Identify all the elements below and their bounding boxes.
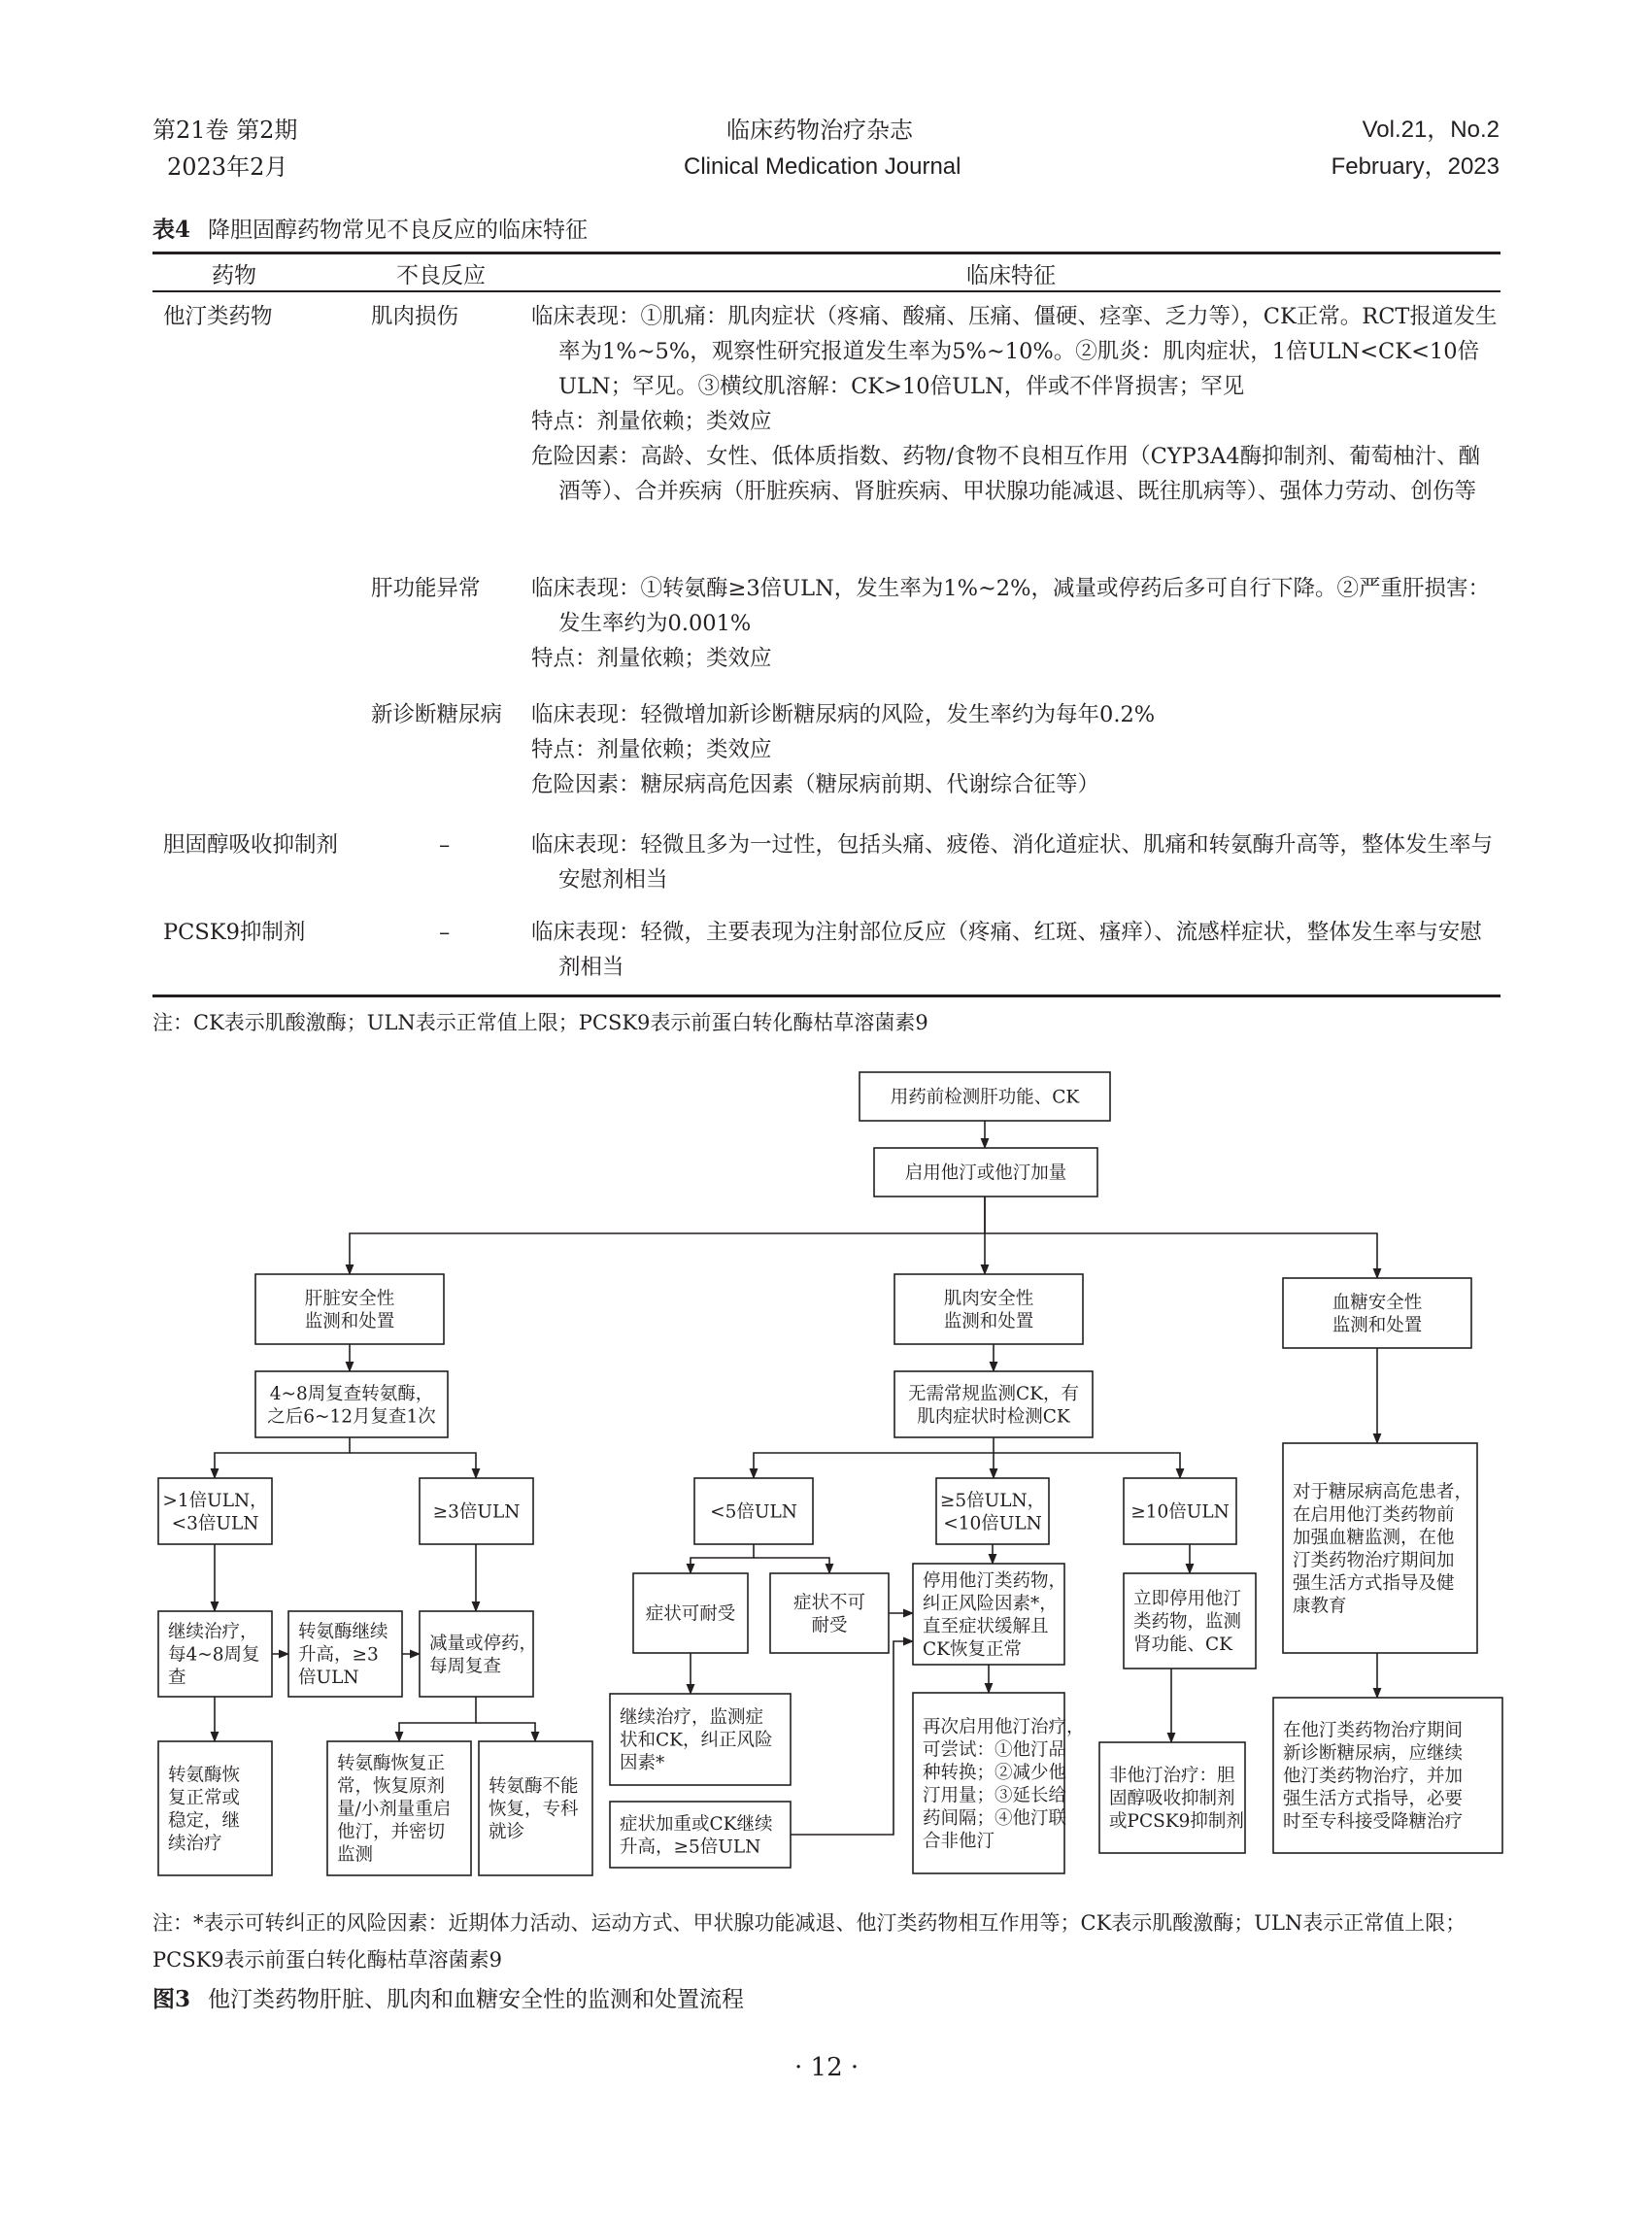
flow-box-non-statin <box>1099 1742 1245 1853</box>
flow-box-enzyme-recover <box>158 1741 272 1875</box>
flow-box-text: 肌肉症状时检测CK <box>917 1406 1070 1428</box>
flow-box-text: 强生活方式指导，必要 <box>1283 1789 1464 1810</box>
flow-box-text: 他汀，并密切 <box>337 1822 446 1843</box>
flow-arrow <box>994 1453 1180 1478</box>
flow-box-text: 在他汀类药物治疗期间 <box>1283 1720 1464 1741</box>
flow-arrow <box>985 1233 1377 1278</box>
feature-line: 危险因素：高龄、女性、低体质指数、药物/食物不良相互作用（CYP3A4酶抑制剂、葡萄柚汁、酗酒等）、合并疾病（肝脏疾病、肾脏疾病、甲状腺功能减退、既往肌病等）、强体力劳动、创伤等 <box>531 444 1481 504</box>
flow-box-text: 之后6~12月复查1次 <box>267 1406 436 1428</box>
table-cell-reaction: 肝功能异常 <box>371 576 481 601</box>
figure-note-line1: 注：*表示可转纠正的风险因素：近期体力活动、运动方式、甲状腺功能减退、他汀类药物相互作用等；CK表示肌酸激酶；ULN表示正常值上限； <box>152 1911 1467 1935</box>
flow-box-text: 合非他汀 <box>923 1831 995 1852</box>
feature-line: 临床表现：轻微，主要表现为注射部位反应（疼痛、红斑、瘙痒）、流感样症状，整体发生率与安慰剂相当 <box>531 920 1482 980</box>
flow-box-liver-recheck <box>255 1371 448 1437</box>
figure-label: 图3 <box>152 1986 191 2012</box>
flow-box-text: 转氨酶不能 <box>489 1776 579 1798</box>
flow-box-text: 监测和处置 <box>943 1311 1034 1332</box>
flow-box-recover-restart <box>327 1741 471 1875</box>
table-cell-reaction: 肌肉损伤 <box>371 304 459 329</box>
flow-box-text: 强生活方式指导及健 <box>1293 1572 1455 1594</box>
flow-box-text: 查 <box>168 1668 186 1689</box>
table-cell-drug: 胆固醇吸收抑制剂 <box>163 832 339 858</box>
flow-arrow <box>215 1437 350 1478</box>
flow-box-uln-1-3 <box>158 1478 272 1544</box>
journal-date-en: February，2023 <box>1331 153 1500 180</box>
flow-box-text: 4~8周复查转氨酶， <box>269 1383 434 1404</box>
flow-arrow <box>476 1723 535 1741</box>
flow-box-text: <10倍ULN <box>943 1513 1042 1534</box>
flow-box-text: 在启用他汀类药物前 <box>1293 1504 1455 1526</box>
feature-line: 危险因素：糖尿病高危因素（糖尿病前期、代谢综合征等） <box>531 772 1100 797</box>
flow-box-text: 可尝试：①他汀品 <box>923 1739 1067 1761</box>
feature-line: 临床表现：①肌痛：肌肉症状（疼痛、酸痛、压痛、僵硬、痉挛、乏力等），CK正常。RCT报道发生率为1%~5%，观察性研究报道发生率为5%~10%。②肌炎：肌肉症状，1倍ULN<CK<10倍ULN；罕见。③横纹肌溶解：CK>10倍ULN，伴或不伴肾损害；罕见 <box>531 304 1498 399</box>
flow-arrow <box>791 1641 913 1835</box>
flow-box-text: 汀类药物治疗期间加 <box>1293 1550 1455 1571</box>
flow-box-text: ≥10倍ULN <box>1130 1501 1230 1523</box>
flow-box-text: 新诊断糖尿病，应继续 <box>1283 1743 1464 1765</box>
flow-box-text: 或PCSK9抑制剂 <box>1109 1811 1244 1833</box>
table-cell-drug: PCSK9抑制剂 <box>163 920 306 945</box>
journal-title-en: Clinical Medication Journal <box>684 153 961 180</box>
table-cell-drug: 他汀类药物 <box>163 304 273 329</box>
flow-arrow <box>691 1544 754 1573</box>
flow-box-text: >1倍ULN， <box>162 1490 268 1511</box>
flow-box-text: 症状不可 <box>792 1592 866 1613</box>
flow-box-liver <box>255 1274 444 1344</box>
flow-box-text: 纠正风险因素*， <box>923 1593 1058 1614</box>
table-cell-reaction: – <box>439 920 451 945</box>
feature-line: 特点：剂量依赖；类效应 <box>531 409 772 434</box>
flow-box-stop-now <box>1124 1573 1256 1669</box>
flow-box-ck-ge10 <box>1124 1478 1236 1544</box>
flow-box-text: 症状可耐受 <box>645 1603 736 1625</box>
flow-box-uln-ge3 <box>420 1478 533 1544</box>
flow-box-text: 肝脏安全性 <box>304 1288 395 1309</box>
table-label: 表4 <box>152 217 191 243</box>
flow-box-text: 常，恢复原剂 <box>337 1776 446 1798</box>
flow-box-text: 每4~8周复 <box>168 1644 260 1666</box>
journal-volume-en: Vol.21，No.2 <box>1362 117 1500 143</box>
flow-box-text: 转氨酶恢 <box>168 1765 241 1786</box>
feature-line: 临床表现：轻微且多为一过性，包括头痛、疲倦、消化道症状、肌痛和转氨酶升高等，整体发生率与安慰剂相当 <box>531 832 1494 893</box>
flow-box-glucose <box>1283 1278 1471 1348</box>
flow-box-text: 监测和处置 <box>1332 1315 1423 1336</box>
figure-note-line2: PCSK9表示前蛋白转化酶枯草溶菌素9 <box>152 1948 502 1972</box>
flow-box-text: ≥3倍ULN <box>432 1501 521 1523</box>
flow-box-glucose-high-risk <box>1283 1443 1477 1653</box>
table-cell-reaction: – <box>439 832 451 858</box>
page-number: · 12 · <box>794 2053 860 2082</box>
flow-box-text: 对于糖尿病高危患者， <box>1293 1481 1473 1502</box>
flow-box-text: 种转换；②减少他 <box>923 1762 1067 1783</box>
figure-caption <box>152 1981 744 2013</box>
flow-arrow <box>754 1437 994 1478</box>
flow-box-text: 用药前检测肝功能、CK <box>890 1087 1080 1108</box>
flow-box-text: 类药物，监测 <box>1133 1611 1242 1633</box>
feature-line: 临床表现：①转氨酶≥3倍ULN，发生率为1%~2%，减量或停药后多可自行下降。②严重肝损害：发生率约为0.001% <box>531 576 1491 636</box>
feature-line: 特点：剂量依赖；类效应 <box>531 737 772 762</box>
flow-box-text: 血糖安全性 <box>1332 1292 1423 1313</box>
flow-arrow <box>350 1197 985 1274</box>
flow-box-text: 他汀类药物治疗，并加 <box>1283 1766 1464 1787</box>
column-header-drug: 药物 <box>212 263 256 288</box>
flow-box-text: 再次启用他汀治疗， <box>923 1716 1085 1737</box>
flow-box-text: 无需常规监测CK，有 <box>908 1383 1079 1404</box>
flow-box-text: 每周复查 <box>429 1656 502 1677</box>
flow-box-text: 固醇吸收抑制剂 <box>1109 1788 1235 1809</box>
flow-box-text: 状和CK，纠正风险 <box>620 1730 773 1751</box>
flow-box-text: 加强血糖监测，在他 <box>1293 1527 1455 1548</box>
flow-box-continue-monitor <box>610 1694 791 1785</box>
flow-box-text: 复正常或 <box>168 1787 241 1808</box>
flow-box-continue-4-8 <box>158 1611 272 1697</box>
flow-box-ck-5-10 <box>936 1478 1049 1544</box>
flow-box-enzyme-rise <box>288 1611 402 1697</box>
flow-box-text: 就诊 <box>489 1822 525 1843</box>
column-header-reaction: 不良反应 <box>396 263 486 288</box>
flow-box-text: 肾功能、CK <box>1133 1635 1232 1656</box>
flow-box-text: 立即停用他汀 <box>1133 1589 1242 1610</box>
flow-box-restart <box>913 1693 1085 1873</box>
flow-arrow <box>350 1453 476 1478</box>
flow-arrow <box>399 1697 476 1741</box>
flow-box-muscle-monitor <box>894 1371 1093 1437</box>
flow-box-text: CK恢复正常 <box>923 1638 1022 1660</box>
journal-date: 2023年2月 <box>167 153 288 181</box>
flow-box-text: 时至专科接受降糖治疗 <box>1283 1811 1464 1833</box>
flow-box-text: 直至症状缓解且 <box>923 1616 1049 1637</box>
flow-box-text: 量/小剂量重启 <box>337 1799 452 1820</box>
flow-box-text: 转氨酶继续 <box>298 1622 388 1643</box>
flow-box-text: 继续治疗， <box>168 1622 258 1643</box>
flow-box-text: ≥5倍ULN， <box>939 1490 1046 1511</box>
flow-box-text: 启用他汀或他汀加量 <box>904 1163 1067 1184</box>
flow-box-text: 汀用量；③延长给 <box>923 1785 1067 1806</box>
figure-caption-text: 他汀类药物肝脏、肌肉和血糖安全性的监测和处置流程 <box>208 1987 745 2012</box>
flow-box-tolerable <box>633 1573 748 1653</box>
flow-box-text: 稳定，继 <box>168 1810 241 1832</box>
flow-box-text: 减量或停药， <box>429 1633 538 1654</box>
flow-box-text: 升高，≥3 <box>298 1644 379 1666</box>
flow-box-begin <box>874 1148 1097 1197</box>
feature-line: 临床表现：轻微增加新诊断糖尿病的风险，发生率约为每年0.2% <box>531 702 1156 727</box>
flow-box-text: 停用他汀类药物， <box>923 1570 1067 1592</box>
flow-box-text: <5倍ULN <box>710 1501 797 1523</box>
flow-box-reduce-stop <box>420 1611 537 1697</box>
flow-box-text: 药间隔；④他汀联 <box>923 1807 1067 1829</box>
flow-box-text: 症状加重或CK继续 <box>620 1813 773 1835</box>
flow-box-text: 耐受 <box>811 1615 848 1636</box>
journal-volume: 第21卷 第2期 <box>152 117 298 144</box>
flow-box-text: 倍ULN <box>298 1668 359 1689</box>
flow-box-text: 监测和处置 <box>304 1311 395 1332</box>
flow-box-stop-statin <box>913 1564 1066 1665</box>
flow-box-text: 康教育 <box>1293 1596 1347 1617</box>
flow-box-symptom-worse <box>610 1802 791 1868</box>
flow-box-intolerable <box>770 1573 889 1653</box>
flow-box-text: 转氨酶恢复正 <box>337 1753 446 1774</box>
flow-box-text: <3倍ULN <box>171 1513 259 1534</box>
flow-box-text: 继续治疗，监测症 <box>620 1707 764 1729</box>
table-cell-reaction: 新诊断糖尿病 <box>371 702 503 727</box>
flow-box-text: 恢复，专科 <box>489 1799 579 1820</box>
flow-box-muscle <box>894 1274 1083 1344</box>
flow-box-new-diabetes <box>1273 1698 1502 1853</box>
flow-box-text: 升高，≥5倍ULN <box>620 1837 761 1858</box>
table-title-text: 降胆固醇药物常见不良反应的临床特征 <box>208 218 589 243</box>
flow-box-text: 监测 <box>337 1844 374 1866</box>
flow-box-text: 因素* <box>620 1753 665 1774</box>
flow-box-text: 非他汀治疗：胆 <box>1109 1766 1235 1787</box>
flow-box-start <box>860 1072 1110 1121</box>
flow-arrow <box>754 1558 829 1573</box>
flow-box-text: 肌肉安全性 <box>943 1288 1034 1309</box>
journal-title-cn: 临床药物治疗杂志 <box>726 117 913 144</box>
flow-box-ck-lt5 <box>694 1478 813 1544</box>
flow-box-not-recover <box>479 1741 592 1875</box>
column-header-features: 临床特征 <box>966 263 1056 288</box>
table-note: 注：CK表示肌酸激酶；ULN表示正常值上限；PCSK9表示前蛋白转化酶枯草溶菌素9 <box>152 1011 928 1034</box>
feature-line: 特点：剂量依赖；类效应 <box>531 646 772 671</box>
flow-box-text: 续治疗 <box>168 1833 222 1854</box>
